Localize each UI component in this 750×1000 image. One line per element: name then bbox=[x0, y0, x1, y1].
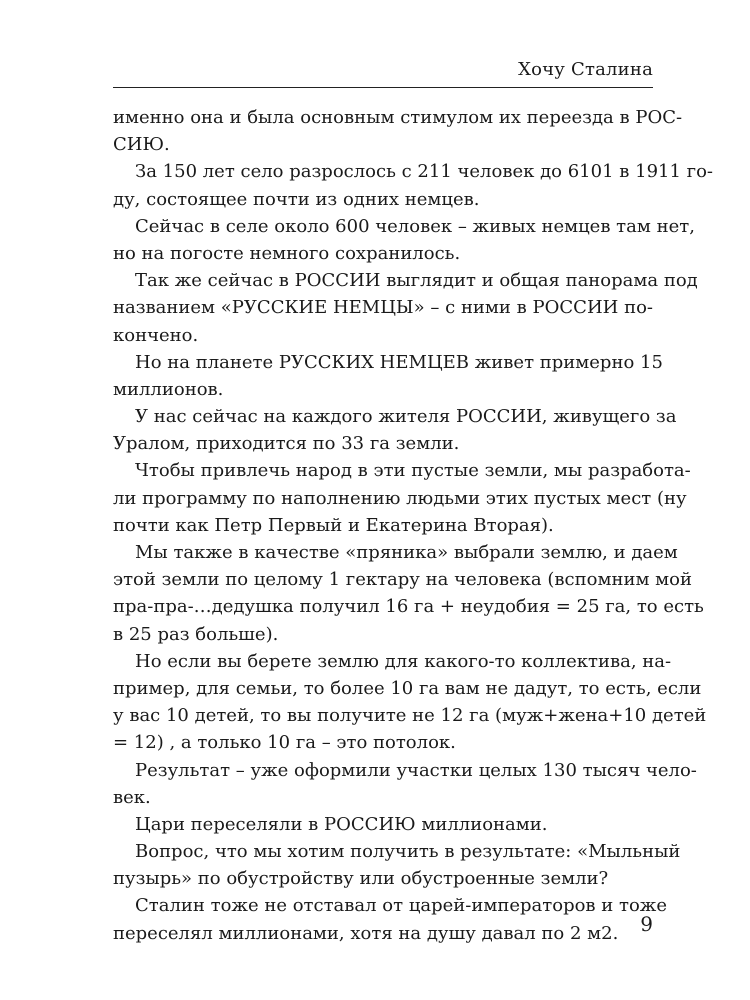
text-line: почти как Петр Первый и Екатерина Вторая). bbox=[113, 514, 554, 536]
running-head-title: Хочу Сталина bbox=[518, 59, 653, 80]
text-line: Так же сейчас в РОССИИ выглядит и общая панорама под bbox=[135, 270, 698, 292]
text-line: Но на планете РУССКИХ НЕМЦЕВ живет примерно 15 bbox=[135, 351, 663, 373]
text-line: но на погосте немного сохранилось. bbox=[113, 242, 461, 264]
text-line: Результат – уже оформили участки целых 130 тысяч чело- bbox=[135, 759, 697, 781]
text-line: Но если вы берете землю для какого-то коллектива, на- bbox=[135, 650, 672, 672]
text-line: этой земли по целому 1 гектару на человека (вспомним мой bbox=[113, 569, 693, 591]
text-line: ли программу по наполнению людьми этих пустых мест (ну bbox=[113, 487, 687, 509]
text-line: У нас сейчас на каждого жителя РОССИИ, живущего за bbox=[135, 406, 677, 428]
text-line: именно она и была основным стимулом их переезда в РОС- bbox=[113, 107, 683, 128]
header-rule bbox=[113, 87, 653, 88]
text-line: пример, для семьи, то более 10 га вам не дадут, то есть, если bbox=[113, 677, 702, 699]
text-line: пузырь» по обустройству или обустроенные земли? bbox=[113, 868, 609, 890]
paragraph bbox=[113, 811, 653, 838]
paragraph bbox=[113, 267, 698, 349]
text-line: Уралом, приходится по 33 га земли. bbox=[113, 433, 460, 455]
paragraph bbox=[113, 838, 681, 892]
text-line: За 150 лет село разрослось с 211 человек до 6101 в 1911 го- bbox=[135, 161, 713, 183]
text-line: кончено. bbox=[113, 324, 199, 346]
text-line: СИЮ. bbox=[113, 134, 170, 156]
text-line: в 25 раз больше). bbox=[113, 623, 279, 645]
paragraph bbox=[113, 158, 713, 212]
paragraph bbox=[113, 648, 707, 757]
text-line: = 12) , а только 10 га – это потолок. bbox=[113, 732, 456, 754]
paragraph bbox=[113, 403, 677, 457]
text-line: Чтобы привлечь народ в эти пустые земли, мы разработа- bbox=[135, 460, 691, 482]
text-line: век. bbox=[113, 786, 151, 808]
text-line: Сейчас в селе около 600 человек – живых немцев там нет, bbox=[135, 215, 695, 237]
paragraph bbox=[113, 457, 691, 539]
text-line: Сталин тоже не отставал от царей-императоров и тоже bbox=[135, 895, 668, 917]
text-line: переселял миллионами, хотя на душу давал по 2 м2. bbox=[113, 922, 619, 944]
paragraph bbox=[113, 349, 663, 403]
body-text bbox=[113, 104, 713, 947]
paragraph bbox=[113, 213, 695, 267]
text-line: ду, состоящее почти из одних немцев. bbox=[113, 188, 480, 210]
text-line: Вопрос, что мы хотим получить в результате: «Мыльный bbox=[135, 841, 681, 863]
text-line: у вас 10 детей, то вы получите не 12 га (муж+жена+10 детей bbox=[113, 705, 707, 727]
paragraph bbox=[113, 892, 668, 946]
text-line: миллионов. bbox=[113, 378, 224, 400]
text-line: названием «РУССКИЕ НЕМЦЫ» – с ними в РОССИИ по- bbox=[113, 297, 653, 319]
paragraph bbox=[113, 757, 697, 811]
text-line: Мы также в качестве «пряника» выбрали землю, и даем bbox=[135, 542, 678, 563]
text-line: пра-пра-…дедушка получил 16 га + неудобия = 25 га, то есть bbox=[113, 596, 704, 618]
text-line: Цари переселяли в РОССИЮ миллионами. bbox=[135, 813, 548, 835]
paragraph bbox=[113, 104, 683, 158]
page-number: 9 bbox=[640, 912, 653, 936]
paragraph bbox=[113, 539, 704, 648]
